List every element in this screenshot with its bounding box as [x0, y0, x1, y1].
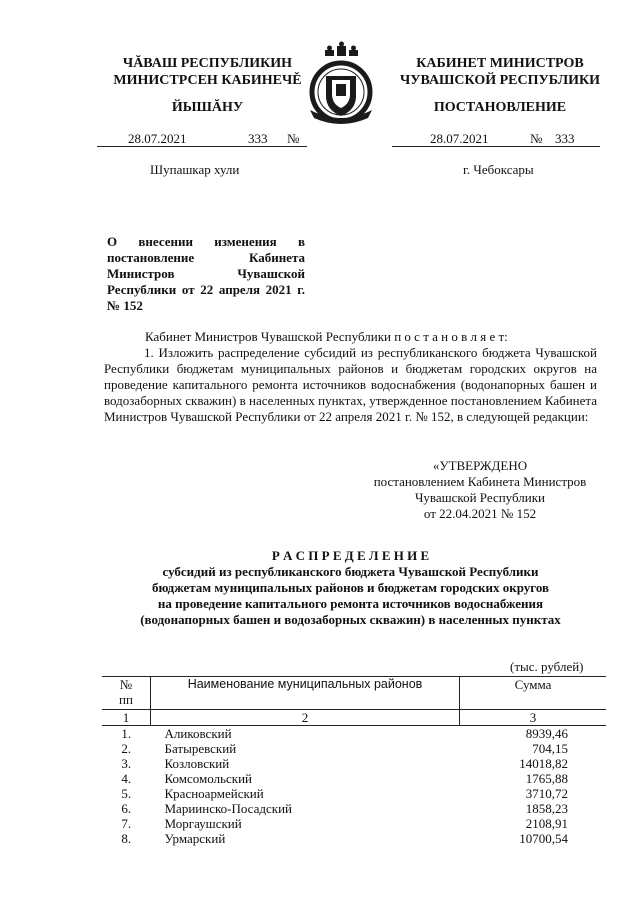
emblem-icon: [296, 40, 386, 125]
left-header-line1: ЧĂВАШ РЕСПУБЛИКИН: [122, 56, 293, 71]
distribution-subtitle-4: (водонапорных башен и водозаборных скважин) в населенных пунктах: [140, 612, 561, 627]
approval-line1: «УТВЕРЖДЕНО: [432, 458, 528, 473]
right-header-line2: ЧУВАШСКОЙ РЕСПУБЛИКИ: [399, 73, 601, 88]
row-district-name: Урмарский: [164, 831, 226, 846]
approval-block: [360, 458, 600, 522]
table-unit: (тыс. рублей): [510, 659, 584, 674]
body-intro: Кабинет Министров Чувашской Республики п о с т а н о в л я е т:: [145, 329, 508, 344]
row-number: 7.: [121, 816, 132, 831]
table-row: [102, 756, 606, 771]
row-sum: 2108,91: [525, 816, 568, 831]
right-number-sign: №: [530, 131, 543, 146]
row-district-name: Красноармейский: [164, 786, 264, 801]
row-sum: 3710,72: [525, 786, 568, 801]
body-item-1: 1. Изложить распределение субсидий из республиканского бюджета Чувашской Республики бюджетам муниципальных районов и бюджетам городских округов на проведение капитального ремонта источников водоснабжения (водонапорных башен и водозаборных скважин) в населенных пунктах, утвержденное постановлением Кабинета Министров Чувашской Республики от 22 апреля 2021 г. № 152, в следующей редакции:: [104, 345, 597, 424]
row-number: 1.: [121, 726, 132, 741]
index-cell-3: 3: [460, 710, 607, 726]
row-number: 2.: [121, 741, 132, 756]
row-district-name: Козловский: [164, 756, 230, 771]
row-number: 8.: [121, 831, 132, 846]
left-header-line2: МИНИСТРСЕН КАБИНЕЧĚ: [113, 73, 302, 88]
table-row: [102, 741, 606, 756]
row-number: 3.: [121, 756, 132, 771]
distribution-subtitle-1: субсидий из республиканского бюджета Чувашской Республики: [162, 564, 539, 579]
right-number: 333: [555, 131, 575, 146]
left-number-sign: №: [287, 131, 300, 146]
row-number: 5.: [121, 786, 132, 801]
row-district-name: Батыревский: [164, 741, 237, 756]
right-header: [390, 55, 610, 89]
approval-line4: от 22.04.2021 № 152: [423, 506, 537, 521]
row-sum: 704,15: [532, 741, 568, 756]
left-number: 333: [248, 131, 268, 146]
table-row: [102, 816, 606, 831]
table-row: [102, 831, 606, 846]
row-sum: 14018,82: [519, 756, 568, 771]
row-sum: 10700,54: [519, 831, 568, 846]
distribution-table: [102, 676, 606, 846]
row-district-name: Комсомольский: [164, 771, 252, 786]
left-date-underline: [97, 146, 307, 147]
table-row: [102, 801, 606, 816]
right-city: г. Чебоксары: [463, 162, 534, 177]
distribution-heading: Р А С П Р Е Д Е Л Е Н И Е: [271, 548, 430, 563]
table-row: [102, 771, 606, 786]
left-date: 28.07.2021: [128, 131, 187, 146]
row-sum: 1765,88: [525, 771, 568, 786]
row-number: 6.: [121, 801, 132, 816]
row-district-name: Мариинско-Посадский: [164, 801, 292, 816]
left-header: [95, 55, 320, 89]
approval-line3: Чувашской Республики: [414, 490, 546, 505]
right-date: 28.07.2021: [430, 131, 489, 146]
left-city: Шупашкар хули: [150, 162, 240, 177]
distribution-subtitle-2: бюджетам муниципальных районов и бюджетам городских округов: [151, 580, 550, 595]
approval-line2: постановлением Кабинета Министров: [373, 474, 587, 489]
table-row: [102, 726, 606, 742]
col-no-header: № пп: [102, 677, 151, 710]
right-date-underline: [392, 146, 600, 147]
col-sum-header: Сумма: [460, 677, 607, 710]
table-header-row: [102, 677, 606, 710]
document-subject: О внесении изменения в постановление Кабинета Министров Чувашской Республики от 22 апреля 2021 г. № 152: [107, 234, 305, 313]
row-district-name: Моргаушский: [164, 816, 242, 831]
index-cell-1: 1: [102, 710, 151, 726]
row-district-name: Аликовский: [164, 726, 232, 741]
right-doc-type: ПОСТАНОВЛЕНИЕ: [433, 100, 567, 115]
col-name-header: Наименование муниципальных районов: [151, 677, 460, 710]
distribution-heading-block: [104, 548, 597, 628]
distribution-subtitle-3: на проведение капитального ремонта источников водоснабжения: [157, 596, 544, 611]
row-sum: 8939,46: [525, 726, 568, 741]
table-row: [102, 786, 606, 801]
left-doc-type: ЙЫШĂНУ: [171, 100, 244, 115]
row-number: 4.: [121, 771, 132, 786]
row-sum: 1858,23: [525, 801, 568, 816]
table-index-row: [102, 710, 606, 726]
index-cell-2: 2: [151, 710, 460, 726]
right-header-line1: КАБИНЕТ МИНИСТРОВ: [416, 56, 584, 71]
